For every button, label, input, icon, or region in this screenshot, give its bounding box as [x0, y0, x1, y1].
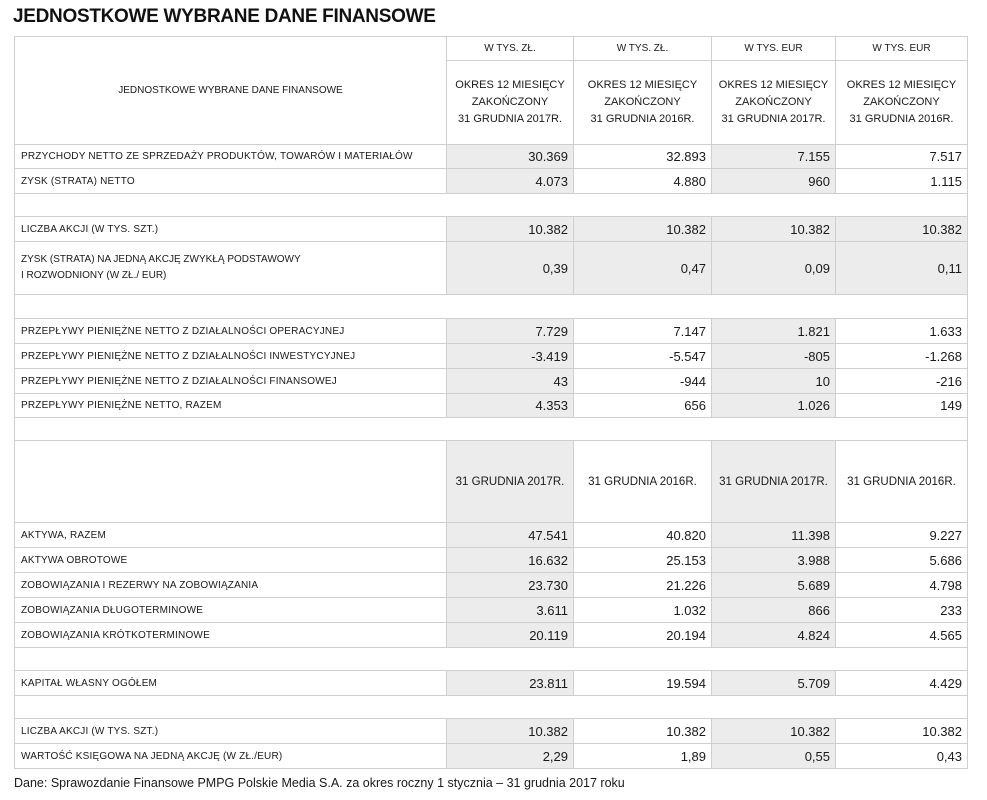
header-currency: W TYS. EUR [712, 37, 836, 61]
header-currency: W TYS. ZŁ. [574, 37, 712, 61]
row-value: -1.268 [836, 344, 968, 369]
row-label: AKTYWA OBROTOWE [15, 548, 447, 573]
row-value: 0,43 [836, 744, 968, 769]
row-label: LICZBA AKCJI (W TYS. SZT.) [15, 217, 447, 242]
date-header: 31 GRUDNIA 2016R. [836, 441, 968, 523]
row-value: 1,89 [574, 744, 712, 769]
row-label: ZYSK (STRATA) NA JEDNĄ AKCJĘ ZWYKŁĄ PODSTAWOWY I ROZWODNIONY (W ZŁ./ EUR) [15, 242, 447, 295]
table-row [15, 145, 968, 169]
row-value: 1.115 [836, 169, 968, 194]
row-value: 0,09 [712, 242, 836, 295]
row-value: 0,11 [836, 242, 968, 295]
row-value: 7.729 [447, 319, 574, 344]
row-value: 5.709 [712, 671, 836, 696]
table-row [15, 598, 968, 623]
row-value: 4.429 [836, 671, 968, 696]
table-row [15, 242, 968, 295]
row-value: 10.382 [447, 217, 574, 242]
table-row [15, 319, 968, 344]
spacer-row [15, 194, 968, 217]
row-value: 43 [447, 369, 574, 394]
table-row [15, 623, 968, 648]
row-value: 866 [712, 598, 836, 623]
date-header-empty [15, 441, 447, 523]
row-value: 1.032 [574, 598, 712, 623]
row-label: ZOBOWIĄZANIA I REZERWY NA ZOBOWIĄZANIA [15, 573, 447, 598]
row-value: 32.893 [574, 145, 712, 169]
row-label: PRZYCHODY NETTO ZE SPRZEDAŻY PRODUKTÓW, TOWARÓW I MATERIAŁÓW [15, 145, 447, 169]
row-value: 11.398 [712, 523, 836, 548]
row-value: -3.419 [447, 344, 574, 369]
header-period: OKRES 12 MIESIĘCY ZAKOŃCZONY 31 GRUDNIA 2016R. [574, 61, 712, 145]
row-value: 233 [836, 598, 968, 623]
spacer-row [15, 696, 968, 719]
row-value: 10.382 [836, 719, 968, 744]
row-value: 5.689 [712, 573, 836, 598]
header-currency-row [15, 37, 968, 61]
row-value: 25.153 [574, 548, 712, 573]
row-value: 47.541 [447, 523, 574, 548]
row-value: -216 [836, 369, 968, 394]
row-label: PRZEPŁYWY PIENIĘŻNE NETTO Z DZIAŁALNOŚCI FINANSOWEJ [15, 369, 447, 394]
row-value: 10.382 [712, 719, 836, 744]
header-period: OKRES 12 MIESIĘCY ZAKOŃCZONY 31 GRUDNIA 2016R. [836, 61, 968, 145]
table-row [15, 169, 968, 194]
row-value: 10.382 [712, 217, 836, 242]
row-value: 0,55 [712, 744, 836, 769]
row-value: 7.155 [712, 145, 836, 169]
row-value: 0,39 [447, 242, 574, 295]
table-row [15, 719, 968, 744]
row-value: 23.811 [447, 671, 574, 696]
source-footnote: Dane: Sprawozdanie Finansowe PMPG Polskie Media S.A. za okres roczny 1 stycznia – 31 grudnia 2017 roku [14, 776, 625, 790]
row-value: 5.686 [836, 548, 968, 573]
row-value: -944 [574, 369, 712, 394]
table-row [15, 523, 968, 548]
row-value: 149 [836, 394, 968, 418]
table-row [15, 573, 968, 598]
row-label: PRZEPŁYWY PIENIĘŻNE NETTO Z DZIAŁALNOŚCI INWESTYCYJNEJ [15, 344, 447, 369]
table-row [15, 394, 968, 418]
row-label: LICZBA AKCJI (W TYS. SZT.) [15, 719, 447, 744]
row-value: 1.026 [712, 394, 836, 418]
row-value: 16.632 [447, 548, 574, 573]
row-value: 3.611 [447, 598, 574, 623]
row-value: 40.820 [574, 523, 712, 548]
row-value: 7.517 [836, 145, 968, 169]
page-title: JEDNOSTKOWE WYBRANE DANE FINANSOWE [13, 6, 436, 27]
table-row [15, 217, 968, 242]
date-header: 31 GRUDNIA 2017R. [447, 441, 574, 523]
row-value: 4.798 [836, 573, 968, 598]
row-value: 2,29 [447, 744, 574, 769]
row-value: 23.730 [447, 573, 574, 598]
row-value: 1.633 [836, 319, 968, 344]
date-header-row [15, 441, 968, 523]
table-row [15, 369, 968, 394]
spacer-row [15, 295, 968, 319]
spacer-row [15, 418, 968, 441]
row-value: 10 [712, 369, 836, 394]
row-value: 4.073 [447, 169, 574, 194]
row-value: 0,47 [574, 242, 712, 295]
row-value: 20.119 [447, 623, 574, 648]
row-value: 9.227 [836, 523, 968, 548]
header-period: OKRES 12 MIESIĘCY ZAKOŃCZONY 31 GRUDNIA 2017R. [447, 61, 574, 145]
table-row [15, 744, 968, 769]
header-currency: W TYS. EUR [836, 37, 968, 61]
row-value: 19.594 [574, 671, 712, 696]
date-header: 31 GRUDNIA 2016R. [574, 441, 712, 523]
row-label: ZOBOWIĄZANIA KRÓTKOTERMINOWE [15, 623, 447, 648]
row-value: 960 [712, 169, 836, 194]
row-value: 10.382 [574, 719, 712, 744]
row-label: KAPITAŁ WŁASNY OGÓŁEM [15, 671, 447, 696]
header-row-label: JEDNOSTKOWE WYBRANE DANE FINANSOWE [15, 37, 447, 145]
table-row [15, 671, 968, 696]
row-value: 7.147 [574, 319, 712, 344]
date-header: 31 GRUDNIA 2017R. [712, 441, 836, 523]
row-value: 10.382 [447, 719, 574, 744]
row-value: 4.880 [574, 169, 712, 194]
row-value: 21.226 [574, 573, 712, 598]
row-value: 20.194 [574, 623, 712, 648]
header-period: OKRES 12 MIESIĘCY ZAKOŃCZONY 31 GRUDNIA 2017R. [712, 61, 836, 145]
row-value: -805 [712, 344, 836, 369]
header-currency: W TYS. ZŁ. [447, 37, 574, 61]
row-value: 1.821 [712, 319, 836, 344]
financial-table [14, 36, 968, 769]
row-label: ZYSK (STRATA) NETTO [15, 169, 447, 194]
row-value: 656 [574, 394, 712, 418]
table-row [15, 344, 968, 369]
row-value: 10.382 [836, 217, 968, 242]
row-value: 4.565 [836, 623, 968, 648]
row-label: PRZEPŁYWY PIENIĘŻNE NETTO Z DZIAŁALNOŚCI OPERACYJNEJ [15, 319, 447, 344]
row-value: 3.988 [712, 548, 836, 573]
table-row [15, 548, 968, 573]
row-label: AKTYWA, RAZEM [15, 523, 447, 548]
row-value: 4.353 [447, 394, 574, 418]
row-label: WARTOŚĆ KSIĘGOWA NA JEDNĄ AKCJĘ (W ZŁ./EUR) [15, 744, 447, 769]
spacer-row [15, 648, 968, 671]
row-value: 4.824 [712, 623, 836, 648]
row-value: 10.382 [574, 217, 712, 242]
row-label: PRZEPŁYWY PIENIĘŻNE NETTO, RAZEM [15, 394, 447, 418]
row-label: ZOBOWIĄZANIA DŁUGOTERMINOWE [15, 598, 447, 623]
row-value: -5.547 [574, 344, 712, 369]
row-value: 30.369 [447, 145, 574, 169]
